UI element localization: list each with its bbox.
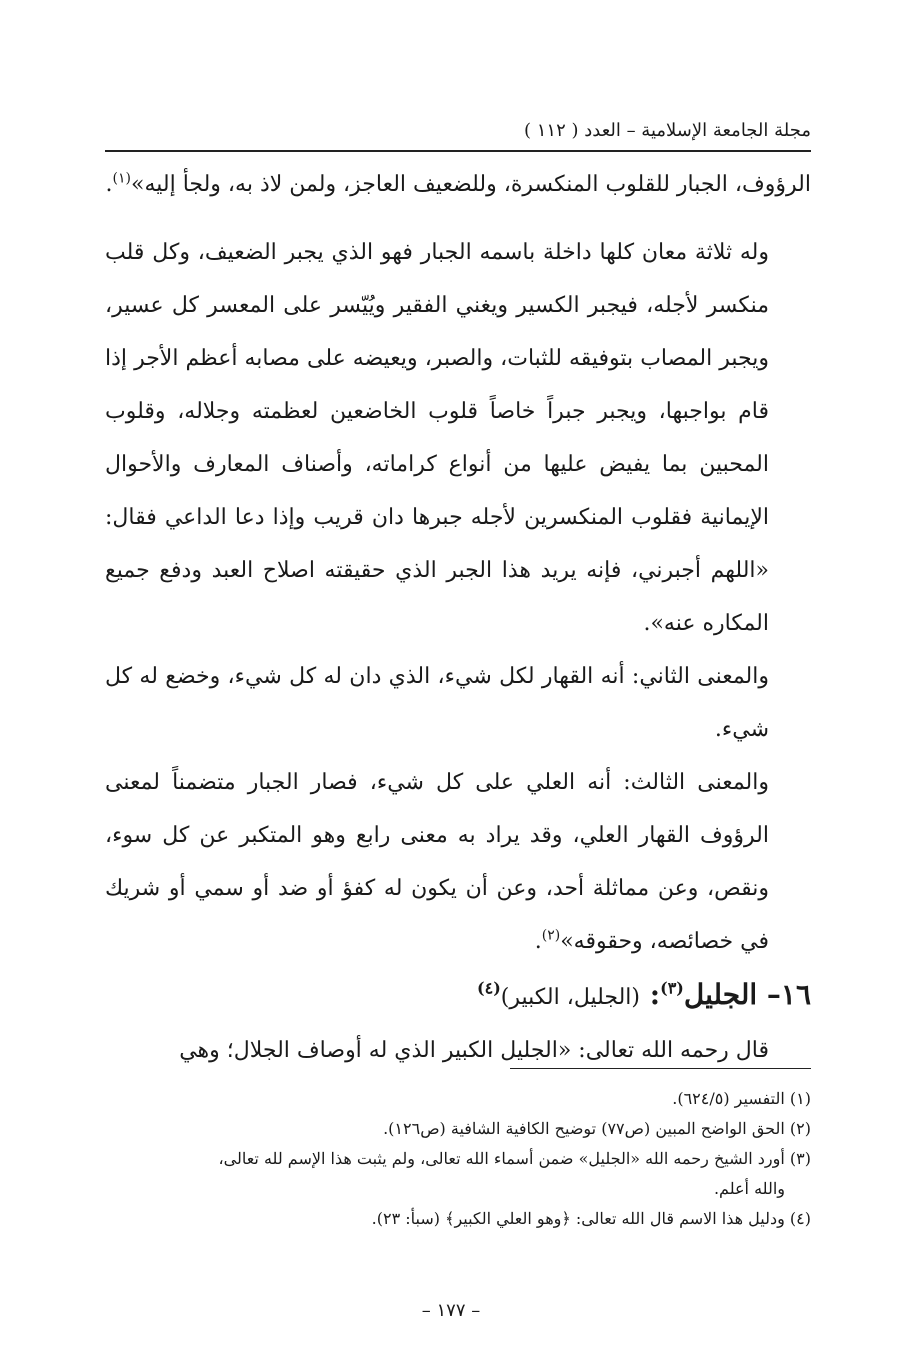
section-heading bbox=[105, 968, 811, 1024]
footnote-1: (١) التفسير (٦٢٤/٥). bbox=[672, 1089, 811, 1108]
footnote-ref-1: (١) bbox=[112, 170, 131, 187]
paragraph-3: والمعنى الثاني: أنه القهار لكل شيء، الذي دان له كل شيء، وخضع له كل شيء. bbox=[105, 664, 769, 742]
heading-subtitle: (الجليل، الكبير) bbox=[500, 985, 641, 1010]
heading-number: ١٦– الجليل bbox=[683, 978, 811, 1011]
paragraph-1 bbox=[105, 158, 811, 211]
main-text bbox=[105, 158, 811, 1077]
paragraph-1-text: الرؤوف، الجبار للقلوب المنكسرة، وللضعيف العاجز، ولمن لاذ به، ولجأ إليه» bbox=[131, 172, 811, 197]
footnotes bbox=[105, 1084, 811, 1234]
page-number: – ١٧٧ – bbox=[421, 1300, 481, 1321]
footnote-3-continuation: والله أعلم. bbox=[713, 1179, 785, 1198]
paragraph-4 bbox=[105, 756, 811, 968]
footnote-2: (٢) الحق الواضح المبين (ص٧٧) توضيح الكافية الشافية (ص١٢٦). bbox=[383, 1119, 811, 1138]
footnote-ref-4: (٤) bbox=[477, 978, 501, 998]
paragraph-4-end: . bbox=[534, 929, 542, 954]
paragraph-4-text: والمعنى الثالث: أنه العلي على كل شيء، فصار الجبار متضمناً لمعنى الرؤوف القهار العلي، وقد يراد به معنى رابع وهو المتكبر عن كل سوء، ونقص، وعن مماثلة أحد، وعن أن يكون له كفؤ أو ضد أو سمي أو شريك في خصائصه، وحقوقه» bbox=[105, 770, 769, 954]
footnote-3: (٣) أورد الشيخ رحمه الله «الجليل» ضمن أسماء الله تعالى، ولم يثبت هذا الإسم لله تعالى، bbox=[218, 1149, 811, 1168]
footnote-ref-3: (٣) bbox=[660, 978, 684, 998]
heading-title bbox=[477, 978, 811, 1011]
paragraph-1-end: . bbox=[105, 172, 113, 197]
header-divider bbox=[105, 150, 811, 152]
paragraph-5: قال رحمه الله تعالى: «الجليل الكبير الذي له أوصاف الجلال؛ وهي bbox=[179, 1038, 769, 1063]
footnote-ref-2: (٢) bbox=[541, 927, 561, 944]
running-header: مجلة الجامعة الإسلامية – العدد ( ١١٢ ) bbox=[524, 120, 811, 141]
paragraph-2: وله ثلاثة معان كلها داخلة باسمه الجبار فهو الذي يجبر الضعيف، وكل قلب منكسر لأجله، فيجبر الكسير ويغني الفقير ويُيّسر على المعسر كل عسير، ويجبر المصاب بتوفيقه للثبات، والصبر، ويعيضه على مصابه أعظم الأجر إذا قام بواجبها، ويجبر جبراً خاصاً قلوب الخاضعين لعظمته وجلاله، وقلوب المحبين بما يفيض عليها من أنواع كراماته، وأصناف المعارف والأحوال الإيمانية فقلوب المنكسرين لأجله جبرها دان قريب وإذا دعا الداعي فقال: «اللهم أجبرني، فإنه يريد هذا الجبر الذي حقيقته اصلاح العبد ودفع جميع المكاره عنه». bbox=[105, 240, 769, 636]
footnote-divider bbox=[510, 1068, 811, 1069]
heading-colon: : bbox=[640, 978, 661, 1011]
footnote-4: (٤) ودليل هذا الاسم قال الله تعالى: ﴿وهو العلي الكبير﴾ (سبأ: ٢٣). bbox=[371, 1209, 811, 1228]
